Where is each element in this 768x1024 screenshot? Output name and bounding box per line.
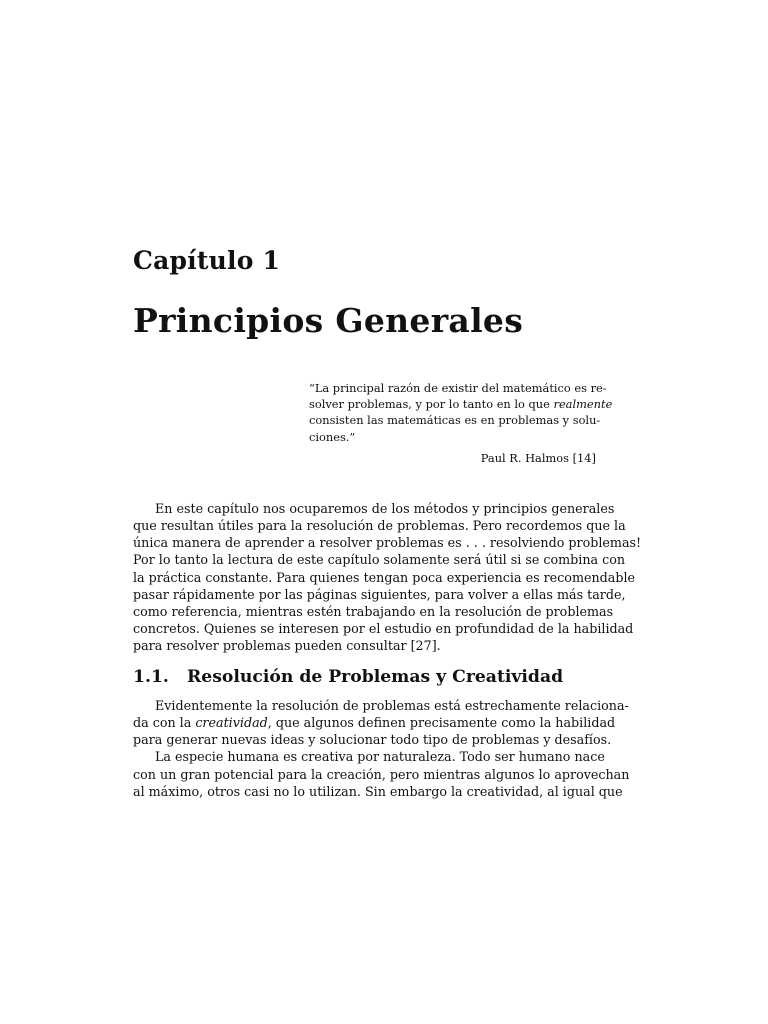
epigraph-line: “La principal razón de existir del matemático es re- <box>309 381 607 395</box>
chapter-label: Capítulo 1 <box>133 246 281 275</box>
section-title: Resolución de Problemas y Creatividad <box>187 667 564 687</box>
paragraph-line: Evidentemente la resolución de problemas está estrechamente relaciona- <box>155 698 629 713</box>
paragraph-line: concretos. Quienes se interesen por el estudio en profundidad de la habilidad <box>133 621 634 637</box>
section-heading <box>133 667 563 687</box>
intro-paragraph <box>133 500 642 654</box>
paragraph-line: la práctica constante. Para quienes tengan poca experiencia es recomendable <box>133 569 636 585</box>
paragraph-line: única manera de aprender a resolver problemas es . . . resolviendo problemas! <box>133 535 642 551</box>
epigraph-quote <box>309 380 613 466</box>
paragraph-line: que resultan útiles para la resolución de problemas. Pero recordemos que la <box>133 518 626 534</box>
epigraph-line <box>309 396 613 412</box>
paragraph-line: En este capítulo nos ocuparemos de los métodos y principios generales <box>155 501 615 516</box>
epigraph-text: solver problemas, y por lo tanto en lo que <box>309 397 554 412</box>
paragraph-line <box>133 714 616 731</box>
paragraph-line: La especie humana es creativa por naturaleza. Todo ser humano nace <box>155 749 605 765</box>
paragraph-line: para generar nuevas ideas y solucionar todo tipo de problemas y desafíos. <box>133 732 612 748</box>
paragraph-line: para resolver problemas pueden consultar [27]. <box>133 638 441 654</box>
section-paragraph <box>133 697 630 800</box>
paragraph-line: como referencia, mientras estén trabajando en la resolución de problemas <box>133 603 614 619</box>
epigraph-line: consisten las matemáticas es en problemas y solu- <box>309 413 601 428</box>
paragraph-line: con un gran potencial para la creación, pero mientras algunos lo aprovechan <box>133 766 630 782</box>
paragraph-line: Por lo tanto la lectura de este capítulo solamente será útil si se combina con <box>133 552 626 568</box>
epigraph-emphasis: realmente <box>553 397 613 412</box>
section-number: 1.1. <box>133 667 169 687</box>
paragraph-text: , que algunos definen precisamente como la habilidad <box>267 715 616 731</box>
paragraph-line: pasar rápidamente por las páginas siguientes, para volver a ellas más tarde, <box>133 586 626 602</box>
paragraph-line: al máximo, otros casi no lo utilizan. Sin embargo la creatividad, al igual que <box>133 783 623 799</box>
chapter-title: Principios Generales <box>133 301 524 340</box>
emphasis-creatividad: creatividad <box>195 715 268 731</box>
epigraph-line: ciones.” <box>309 429 356 444</box>
epigraph-author: Paul R. Halmos [14] <box>480 450 596 465</box>
paragraph-text: da con la <box>133 715 196 731</box>
